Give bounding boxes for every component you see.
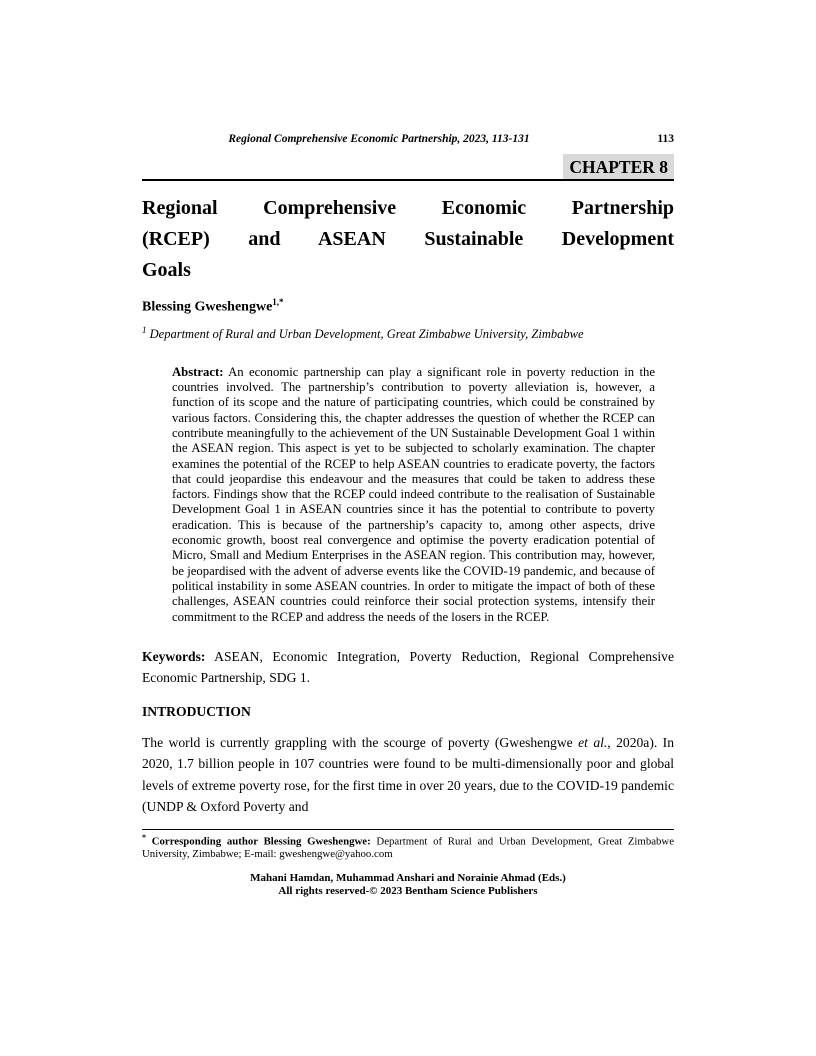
- chapter-title-line: (RCEP) and ASEAN Sustainable Development: [142, 228, 674, 250]
- introduction-heading: INTRODUCTION: [142, 703, 251, 719]
- chapter-title-line: Goals: [142, 259, 191, 281]
- keywords-label: Keywords:: [142, 648, 206, 664]
- chapter-label: CHAPTER 8: [563, 154, 674, 179]
- author-name: Blessing Gweshengwe: [142, 299, 273, 315]
- editors-line: Mahani Hamdan, Muhammad Anshari and Norainie Ahmad (Eds.): [250, 872, 566, 885]
- author-superscript: 1,*: [272, 297, 284, 307]
- chapter-title-line: Regional Comprehensive Economic Partnership: [142, 197, 674, 219]
- abstract: [172, 365, 655, 625]
- affiliation-superscript: 1: [142, 324, 147, 335]
- footnote-text: Department of Rural and Urban Development, Great Zimbabwe University, Zimbabwe; E-mail: gweshengwe@yahoo.com: [142, 835, 674, 861]
- footnote-marker: *: [142, 832, 146, 842]
- chapter-banner-row: [142, 154, 674, 181]
- page-number: 113: [657, 133, 674, 145]
- introduction-text-part1: The world is currently grappling with the scourge of poverty (Gweshengwe: [142, 734, 579, 750]
- rights-line: All rights reserved-© 2023 Bentham Science Publishers: [278, 885, 538, 898]
- corresponding-author-footnote: [142, 829, 674, 861]
- affiliation-text: Department of Rural and Urban Development, Great Zimbabwe University, Zimbabwe: [146, 326, 584, 341]
- keywords: [142, 646, 674, 688]
- footer-credits: [142, 872, 674, 898]
- chapter-title: [142, 193, 674, 286]
- running-head: [142, 0, 674, 145]
- footnote-bold-part: Corresponding author Blessing Gweshengwe:: [146, 835, 371, 848]
- affiliation: [142, 322, 674, 342]
- introduction-etal: et al.: [578, 734, 608, 750]
- introduction-paragraph: [142, 732, 674, 818]
- abstract-text: An economic partnership can play a significant role in poverty reduction in the countries involved. The partnership’s contribution to poverty alleviation is, however, a function of its scope and the nature of participating countries, which could be constrained by various factors. Considering this, the chapter addresses the question of whether the RCEP can contribute meaningfully to the achievement of the UN Sustainable Development Goal 1 within the ASEAN region. This aspect is yet to be subjected to scholarly examination. The chapter examines the potential of the RCEP to help ASEAN countries to eradicate poverty, the factors that could jeopardise this endeavour and the measures that could be taken to address these factors. Findings show that the RCEP could indeed contribute to the realisation of Sustainable Development Goal 1 in ASEAN countries since it has the potential to contribute to poverty eradication. This is because of the partnership’s capacity to, among other aspects, drive economic growth, boost real convergence and optimise the poverty eradication potential of Micro, Small and Medium Enterprises in the ASEAN region. This contribution may, however, be jeopardised with the advent of adverse events like the COVID-19 pandemic, and because of political instability in some ASEAN countries. In order to mitigate the impact of both of these challenges, ASEAN countries could reinforce their social protection systems, intensify their commitment to the RCEP and address the needs of the losers in the RCEP.: [172, 364, 655, 624]
- keywords-text: ASEAN, Economic Integration, Poverty Reduction, Regional Comprehensive Economic Partnership, SDG 1.: [142, 648, 674, 685]
- introduction-text-part2: , 2020a). In 2020, 1.7 billion people in 107 countries were found to be multi-dimensionally poor and global levels of extreme poverty rose, for the first time in over 20 years, due to the COVID-19 pandemic (UNDP & Oxford Poverty and: [142, 734, 675, 815]
- running-head-title: Regional Comprehensive Economic Partnership, 2023, 113-131: [228, 133, 530, 145]
- author-line: [142, 293, 674, 317]
- abstract-label: Abstract:: [172, 364, 224, 379]
